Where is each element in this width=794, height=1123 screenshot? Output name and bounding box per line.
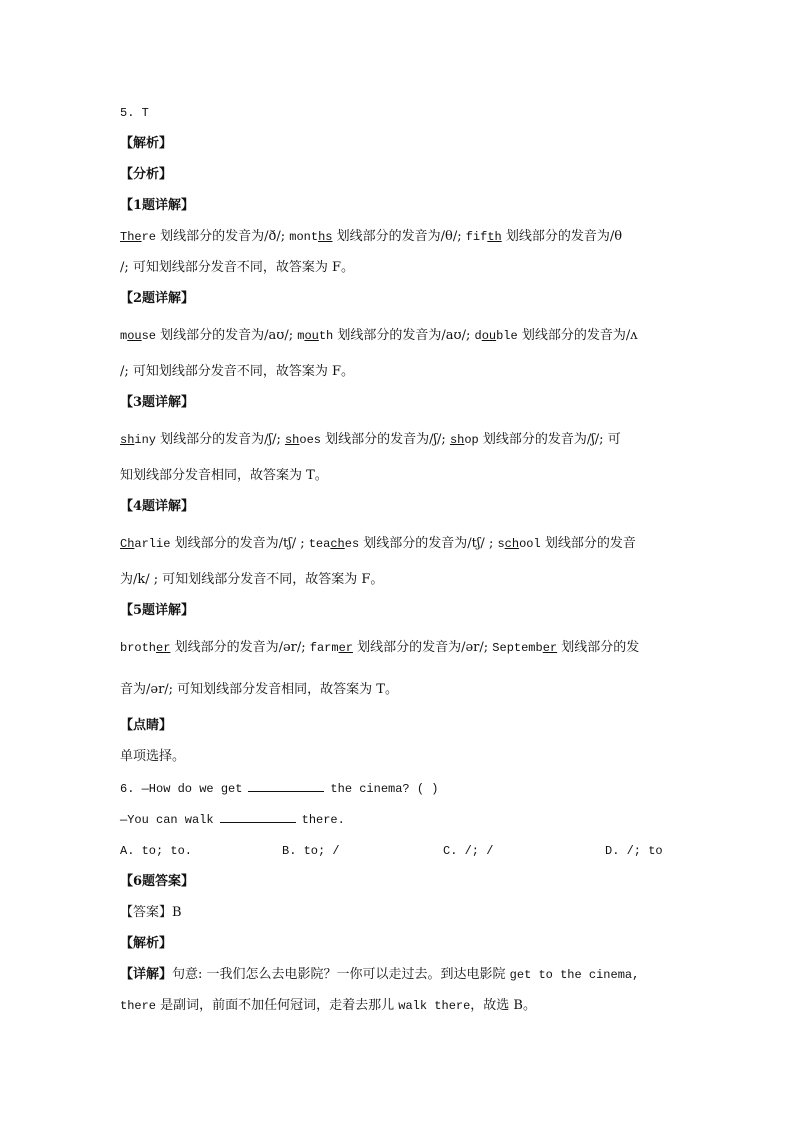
detail-4-line-1 <box>120 535 636 553</box>
option-a: A. to; to. <box>120 844 193 858</box>
stem-start: 6. —How do we get <box>120 782 243 796</box>
stem-end: the cinema? ( ) <box>330 782 439 796</box>
underlined-part: er <box>542 641 558 655</box>
detail-1-line-1 <box>120 228 622 246</box>
word-rest: ble <box>496 329 518 343</box>
phonetic-text: 划线部分的发音 <box>544 536 636 551</box>
underlined-part: ou <box>304 329 319 343</box>
q6-answer-heading: 【6题答案】 <box>120 874 195 889</box>
phonetic-text: 划线部分的发音为/ʃ/; <box>160 432 285 447</box>
answer-blank <box>248 779 324 792</box>
detail-label: 【详解】 <box>120 967 173 982</box>
word-prefix: m <box>120 329 128 343</box>
word-rest: iny <box>134 433 157 447</box>
phonetic-text: 划线部分的发音为/θ <box>505 229 623 244</box>
detail-5-heading: 【5题详解】 <box>120 603 195 618</box>
q6-answer: 【答案】B <box>120 905 182 920</box>
word-rest: oes <box>299 433 321 447</box>
word-rest: es <box>344 537 360 551</box>
detail-text: 是副词，前面不加任何冠词，走着去那儿 <box>156 998 399 1013</box>
question-6-options <box>120 842 680 860</box>
question-5-answer: 5. T <box>120 106 149 120</box>
detail-1-line-2: /; 可知划线部分发音不同，故答案为 F。 <box>120 260 355 275</box>
underlined-part: sh <box>449 433 465 447</box>
phonetic-text: 划线部分的发 <box>561 640 640 655</box>
word-prefix: broth <box>120 641 157 655</box>
detail-4-line-2: 为/k/ ; 可知划线部分发音不同，故答案为 F。 <box>120 572 384 587</box>
underlined-part: The <box>120 230 142 244</box>
word-rest: se <box>141 329 157 343</box>
word-prefix: fif <box>465 230 488 244</box>
answer-blank <box>220 810 296 823</box>
q6-detail-line-2 <box>120 997 536 1015</box>
dianjing-text: 单项选择。 <box>120 749 186 764</box>
dianjing-heading: 【点睛】 <box>120 718 173 733</box>
detail-3-heading: 【3题详解】 <box>120 395 195 410</box>
phonetic-text: 划线部分的发音为/ʃ/; <box>325 432 450 447</box>
line2-end: there. <box>301 813 345 827</box>
detail-2-line-1 <box>120 327 638 345</box>
underlined-part: ch <box>330 537 345 551</box>
detail-5-line-2: 音为/ər/; 可知划线部分发音相同，故答案为 T。 <box>120 682 398 697</box>
word-prefix: mont <box>289 230 319 244</box>
option-d: D. /; to <box>605 844 663 858</box>
phonetic-text: 划线部分的发音为/ʃ/; 可 <box>482 432 621 447</box>
phonetic-text: 划线部分的发音为/ʌ <box>521 328 638 343</box>
detail-text: ，故选 B。 <box>470 998 536 1013</box>
phonetic-text: 划线部分的发音为/aʊ/; <box>337 328 475 343</box>
underlined-part: er <box>156 641 171 655</box>
underlined-part: th <box>487 230 502 244</box>
question-6-line-2 <box>120 810 345 829</box>
word-prefix: s <box>497 537 505 551</box>
phonetic-text: 划线部分的发音为/ər/; <box>357 640 493 655</box>
phonetic-text: 划线部分的发音为/tʃ/ ; <box>363 536 498 551</box>
word-rest: arlie <box>134 537 171 551</box>
word-prefix: m <box>297 329 305 343</box>
line2-start: —You can walk <box>120 813 214 827</box>
q6-analysis-heading: 【解析】 <box>120 936 173 951</box>
word-rest: th <box>318 329 334 343</box>
word-prefix: tea <box>308 537 331 551</box>
word-rest: re <box>141 230 157 244</box>
detail-2-heading: 【2题详解】 <box>120 291 195 306</box>
option-c: C. /; / <box>443 844 494 858</box>
word-rest: op <box>464 433 479 447</box>
detail-5-line-1 <box>120 639 639 657</box>
underlined-part: sh <box>284 433 300 447</box>
phonetic-text: 划线部分的发音为/ð/; <box>160 229 290 244</box>
question-6-stem <box>120 779 438 798</box>
word-prefix: farm <box>309 641 339 655</box>
option-b: B. to; / <box>282 844 340 858</box>
underlined-part: sh <box>120 433 135 447</box>
detail-word: there <box>120 999 157 1013</box>
word-rest: ool <box>519 537 541 551</box>
detail-2-line-2: /; 可知划线部分发音不同，故答案为 F。 <box>120 364 355 379</box>
detail-phrase: walk there <box>398 999 471 1013</box>
phonetic-text: 划线部分的发音为/ər/; <box>174 640 310 655</box>
fenxi-heading: 【分析】 <box>120 167 173 182</box>
word-prefix: d <box>474 329 482 343</box>
detail-text: 句意: 一我们怎么去电影院？一你可以走过去。到达电影院 <box>172 967 510 982</box>
detail-3-line-1 <box>120 431 621 449</box>
detail-1-heading: 【1题详解】 <box>120 198 195 213</box>
phonetic-text: 划线部分的发音为/aʊ/; <box>160 328 298 343</box>
q6-detail-line-1 <box>120 966 639 984</box>
underlined-part: ch <box>504 537 520 551</box>
underlined-part: ou <box>127 329 142 343</box>
detail-4-heading: 【4题详解】 <box>120 499 195 514</box>
analysis-heading: 【解析】 <box>120 136 173 151</box>
underlined-part: er <box>338 641 353 655</box>
underlined-part: ou <box>481 329 497 343</box>
detail-3-line-2: 知划线部分发音相同，故答案为 T。 <box>120 468 328 483</box>
phonetic-text: 划线部分的发音为/θ/; <box>336 229 466 244</box>
underlined-part: Ch <box>120 537 135 551</box>
underlined-part: hs <box>318 230 333 244</box>
phonetic-text: 划线部分的发音为/tʃ/ ; <box>174 536 309 551</box>
detail-phrase: get to the cinema, <box>509 968 640 982</box>
word-prefix: Septemb <box>492 641 543 655</box>
